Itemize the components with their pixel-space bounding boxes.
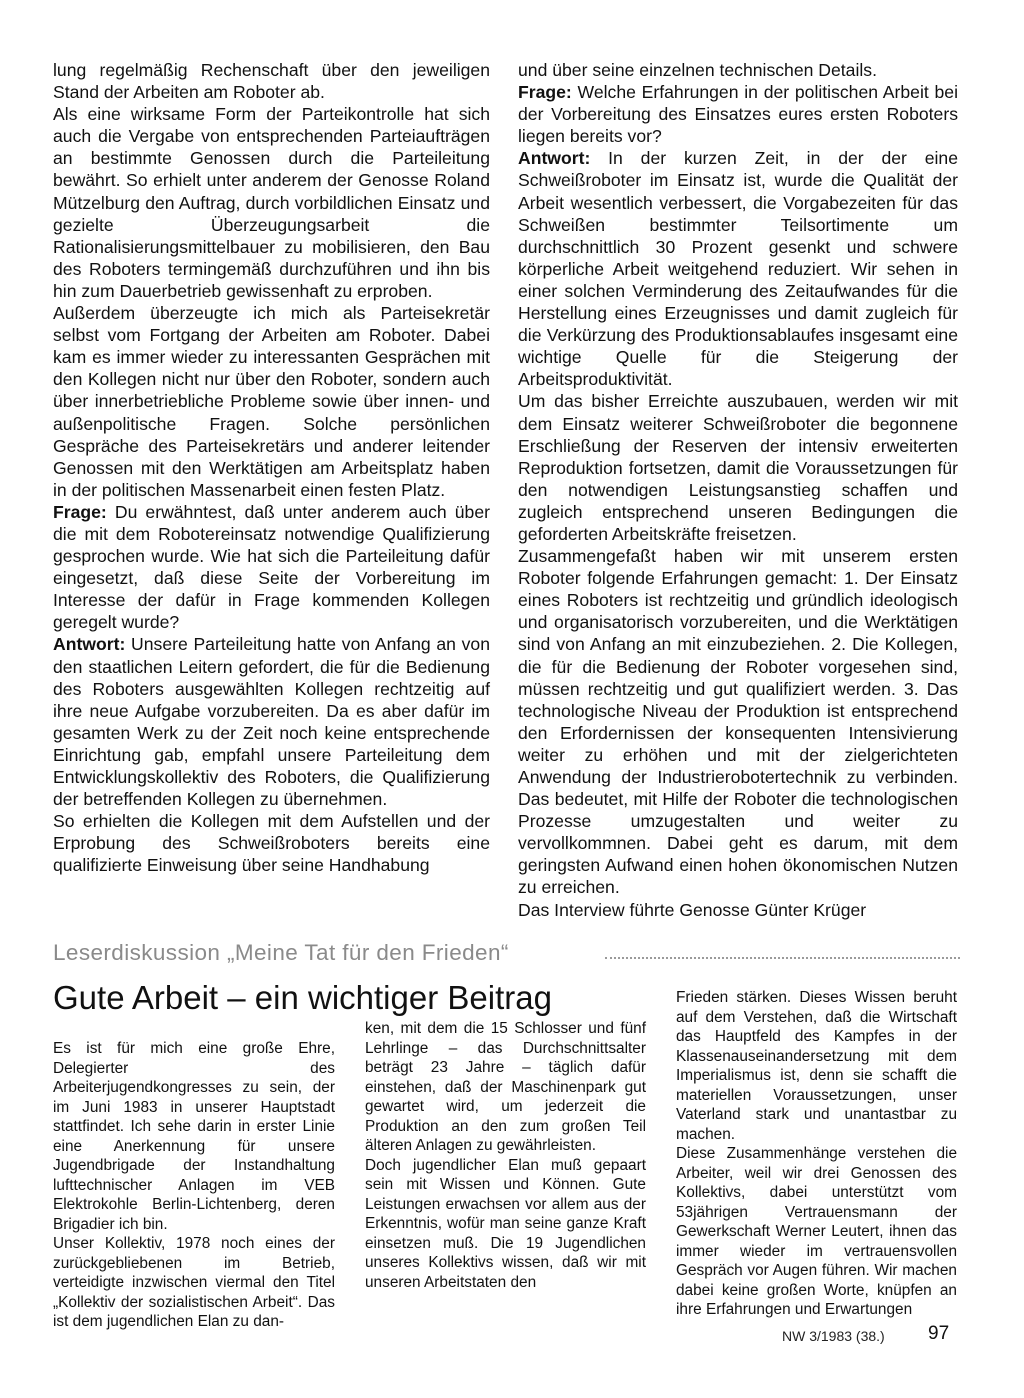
answer-label: Antwort: bbox=[518, 148, 591, 169]
paragraph: So erhielten die Kollegen mit dem Aufstellen und der Erprobung des Schweißroboters bereits eine qualifizierte Einweisung über seine Handhabung bbox=[53, 811, 490, 876]
paragraph: Doch jugendlicher Elan muß gepaart sein mit Wissen und Können. Gute Leistungen erwachsen vor allem aus der Erkenntnis, wofür man seine ganze Kraft einsetzen muß. Die 19 Jugendlichen unseres Kollektivs wissen, daß wir mit unseren Arbeitstaten den bbox=[365, 1156, 646, 1291]
question-paragraph: Frage: Du erwähntest, daß unter anderem auch über die mit dem Robotereinsatz notwendige Qualifizierung gesprochen wurde. Wie hat sich die Parteileitung dafür eingesetzt, daß diese Seite der Vorbereitung im Interesse der dafür in Frage kommenden Kollegen geregelt wurde? bbox=[53, 501, 490, 633]
interview-column-right bbox=[518, 59, 958, 921]
paragraph: Frieden stärken. Dieses Wissen beruht auf dem Verstehen, daß die Wirtschaft das Hauptfeld des Kampfes in der Klassenauseinandersetzung mit dem Imperialismus ist, denn sie schafft die materiellen Voraussetzungen, unser Vaterland stark und unantastbar zu machen. bbox=[676, 989, 957, 1143]
issue-reference: NW 3/1983 (38.) bbox=[782, 1328, 885, 1344]
interview-credit: Das Interview führte Genosse Günter Krüger bbox=[518, 899, 867, 920]
rubric-divider bbox=[605, 957, 960, 959]
paragraph: Zusammengefaßt haben wir mit unserem ersten Roboter folgende Erfahrungen gemacht: 1. Der Einsatz eines Roboters ist rechtzeitig und gründlich ideologisch und organisatorisch vorzubereiten, und die Werktätigen sind von Anfang an mit einzubeziehen. 2. Die Kollegen, die für die Bedienung der Roboter vorgesehen sind, müssen rechtzeitig und gut qualifiziert werden. 3. Das technologische Niveau der Produktion ist entsprechend den Erfordernissen der konsequenten Intensivierung weiter zu erhöhen und mit der zielgerichteten Anwendung der Industrierobotertechnik zu verbinden. Das bedeutet, mit Hilfe der Roboter die technologischen Prozesse umzugestalten und weiter zu vervollkommnen. Dabei geht es darum, mit dem geringsten Aufwand einen hohen ökonomischen Nutzen zu erreichen. bbox=[518, 546, 958, 898]
paragraph: ken, mit dem die 15 Schlosser und fünf Lehrlinge – das Durchschnittsalter beträgt 23 Jahre – täglich dafür einstehen, daß der Maschinenpark gut gewartet wird, um jederzeit die Produktion an den zum großen Teil älteren Anlagen zu gewährleisten. bbox=[365, 1020, 646, 1154]
interview-column-left bbox=[53, 59, 490, 876]
paragraph: Außerdem überzeugte ich mich als Parteisekretär selbst vom Fortgang der Arbeiten am Roboter. Dabei kam es immer wieder zu interessanten Gesprächen mit den Kollegen nicht nur über den Roboter, sondern auch über innerbetriebliche Probleme sowie über innen- und außenpolitische Fragen. Solche persönlichen Gespräche des Parteisekretärs und anderer leitender Genossen mit den Werktätigen am Arbeitsplatz haben in der politischen Massenarbeit einen festen Platz. bbox=[53, 303, 490, 500]
paragraph: lung regelmäßig Rechenschaft über den jeweiligen Stand der Arbeiten am Roboter ab. bbox=[53, 60, 490, 103]
question-paragraph: Frage: Welche Erfahrungen in der politischen Arbeit bei der Vorbereitung des Einsatzes eures ersten Roboters liegen bereits vor? bbox=[518, 82, 959, 147]
article-column-1 bbox=[53, 1039, 335, 1332]
paragraph: Als eine wirksame Form der Parteikontrolle hat sich auch die Vergabe von entsprechenden Parteiaufträgen an bestimmte Genossen durch die Parteileitung bewährt. So erhielt unter anderem der Genosse Roland Mützelburg den Auftrag, durch vorbildlichen Einsatz und gezielte Überzeugungsarbeit die Rationalisierungsmittelbauer zu mobilisieren, den Bau des Roboters termingemäß durchzuführen und ihn bis hin zum Dauerbetrieb gewissenhaft zu erproben. bbox=[53, 104, 490, 301]
paragraph: Diese Zusammenhänge verstehen die Arbeiter, weil wir drei Genossen des Kollektivs, dabei unterstützt vom 53jährigen Vertrauensmann der Gewerkschaft Werner Leutert, ihnen das immer wieder im vertrauensvollen Gespräch vor Augen führen. Wir machen dabei keine großen Worte, knüpfen an ihre Erfahrungen und Erwartungen bbox=[676, 1145, 957, 1318]
paragraph: und über seine einzelnen technischen Details. bbox=[518, 60, 877, 80]
question-label: Frage: bbox=[53, 501, 107, 522]
paragraph: Es ist für mich eine große Ehre, Delegierter des Arbeiterjugendkongresses zu sein, der im Juni 1983 in unserer Hauptstadt stattfindet. Ich sehe darin in erster Linie eine Anerkennung für unsere Jugendbrigade der Instandhaltung lufttechnischer Anlagen im VEB Elektrokohle Berlin-Lichtenberg, deren Brigadier ich bin. bbox=[53, 1040, 335, 1233]
article-headline: Gute Arbeit – ein wichtiger Beitrag bbox=[53, 979, 552, 1016]
section-rubric: Leserdiskussion „Meine Tat für den Frieden“ bbox=[53, 940, 509, 965]
paragraph: Unser Kollektiv, 1978 noch eines der zurückgebliebenen im Betrieb, verteidigte inzwischen viermal den Titel „Kollektiv der sozialistischen Arbeit“. Das ist dem jugendlichen Elan zu dan- bbox=[53, 1235, 335, 1330]
answer-paragraph: Antwort: In der kurzen Zeit, in der der eine Schweißroboter im Einsatz ist, wurde die Qualität der Arbeit wesentlich verbessert, die Vorgabezeiten für das Schweißen bestimmter Teilsortimente um durchschnittlich 30 Prozent gesenkt und schwere körperliche Arbeit weitgehend reduziert. Wir sehen in einer solchen Verminderung des Zeitaufwandes für die Herstellung eines Erzeugnisses und damit zugleich für die Verkürzung des Produktionsablaufes insgesamt eine wichtige Quelle für die Steigerung der Arbeitsproduktivität. bbox=[518, 148, 958, 390]
answer-paragraph: Antwort: Unsere Parteileitung hatte von Anfang an von den staatlichen Leitern gefordert, die für die Bedienung des Roboters ausgewählten Kollegen rechtzeitig auf ihre neue Aufgabe vorzubereiten. Da es aber dafür im gesamten Werk zu der Zeit noch keine entsprechende Einrichtung gab, empfahl unsere Parteileitung dem Entwicklungskollektiv des Roboters, die Qualifizierung der betreffenden Kollegen zu übernehmen. bbox=[53, 634, 491, 810]
paragraph: Um das bisher Erreichte auszubauen, werden wir mit dem Einsatz weiterer Schweißroboter die begonnene Erschließung der Reserven der intensiv erweiterten Reproduktion fortsetzen, damit die Voraussetzungen für den notwendigen Leistungsanstieg schaffen und zugleich entsprechend unseren Bedingungen die geforderten Arbeitskräfte freisetzen. bbox=[518, 391, 958, 544]
article-column-2 bbox=[365, 1019, 646, 1292]
answer-label: Antwort: bbox=[53, 634, 126, 655]
article-column-3 bbox=[676, 988, 957, 1320]
page-number: 97 bbox=[928, 1323, 950, 1344]
question-label: Frage: bbox=[518, 82, 572, 103]
